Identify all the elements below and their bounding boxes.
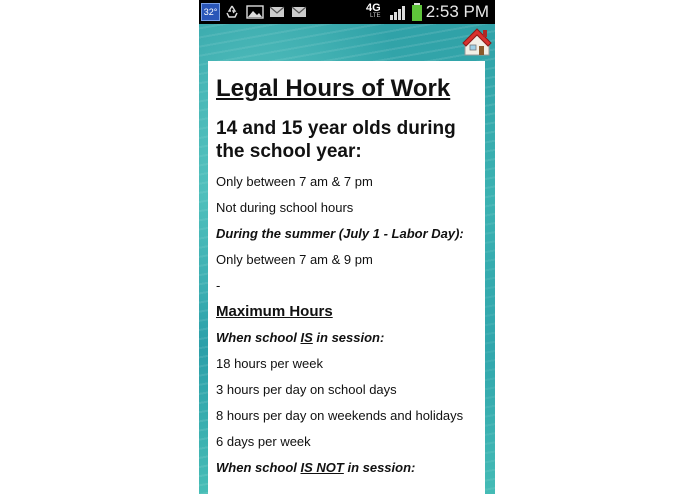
not-in-session-emphasis: IS NOT [300, 460, 344, 475]
in-session-prefix: When school [216, 330, 301, 345]
in-session-line: 18 hours per week [216, 356, 323, 371]
network-type-label [366, 2, 386, 22]
not-in-session-suffix: in session: [343, 460, 416, 475]
separator-dash: - [216, 278, 221, 293]
weather-temperature-badge: 32° [201, 3, 220, 21]
image-icon [246, 4, 264, 20]
page-title: Legal Hours of Work [216, 75, 451, 102]
school-year-line: Only between 7 am & 7 pm [216, 174, 373, 189]
status-bar [199, 0, 495, 24]
battery-icon [411, 3, 423, 21]
in-session-line: 8 hours per day on weekends and holidays [216, 408, 464, 423]
mail-icon [269, 4, 285, 20]
summer-line: Only between 7 am & 9 pm [216, 252, 373, 267]
signal-icon [389, 3, 409, 21]
school-year-line: Not during school hours [216, 200, 354, 215]
in-session-line: 3 hours per day on school days [216, 382, 397, 397]
home-icon[interactable] [461, 26, 493, 58]
maximum-hours-heading: Maximum Hours [216, 303, 333, 320]
in-session-label [216, 330, 478, 346]
not-in-session-label [216, 460, 478, 476]
recycle-icon [224, 4, 240, 20]
network-sub-label: LTE [370, 13, 381, 19]
status-time: 2:53 PM [425, 2, 489, 21]
not-in-session-prefix: When school [216, 460, 301, 475]
in-session-line: 6 days per week [216, 434, 311, 449]
in-session-suffix: in session: [312, 330, 385, 345]
content-card [208, 61, 485, 494]
mail-icon [291, 4, 307, 20]
network-label: 4G [366, 2, 381, 14]
in-session-emphasis: IS [300, 330, 313, 345]
summer-label: During the summer (July 1 - Labor Day): [216, 226, 464, 241]
phone-screen [199, 0, 495, 494]
section-heading: 14 and 15 year olds during the school year: [216, 118, 456, 162]
